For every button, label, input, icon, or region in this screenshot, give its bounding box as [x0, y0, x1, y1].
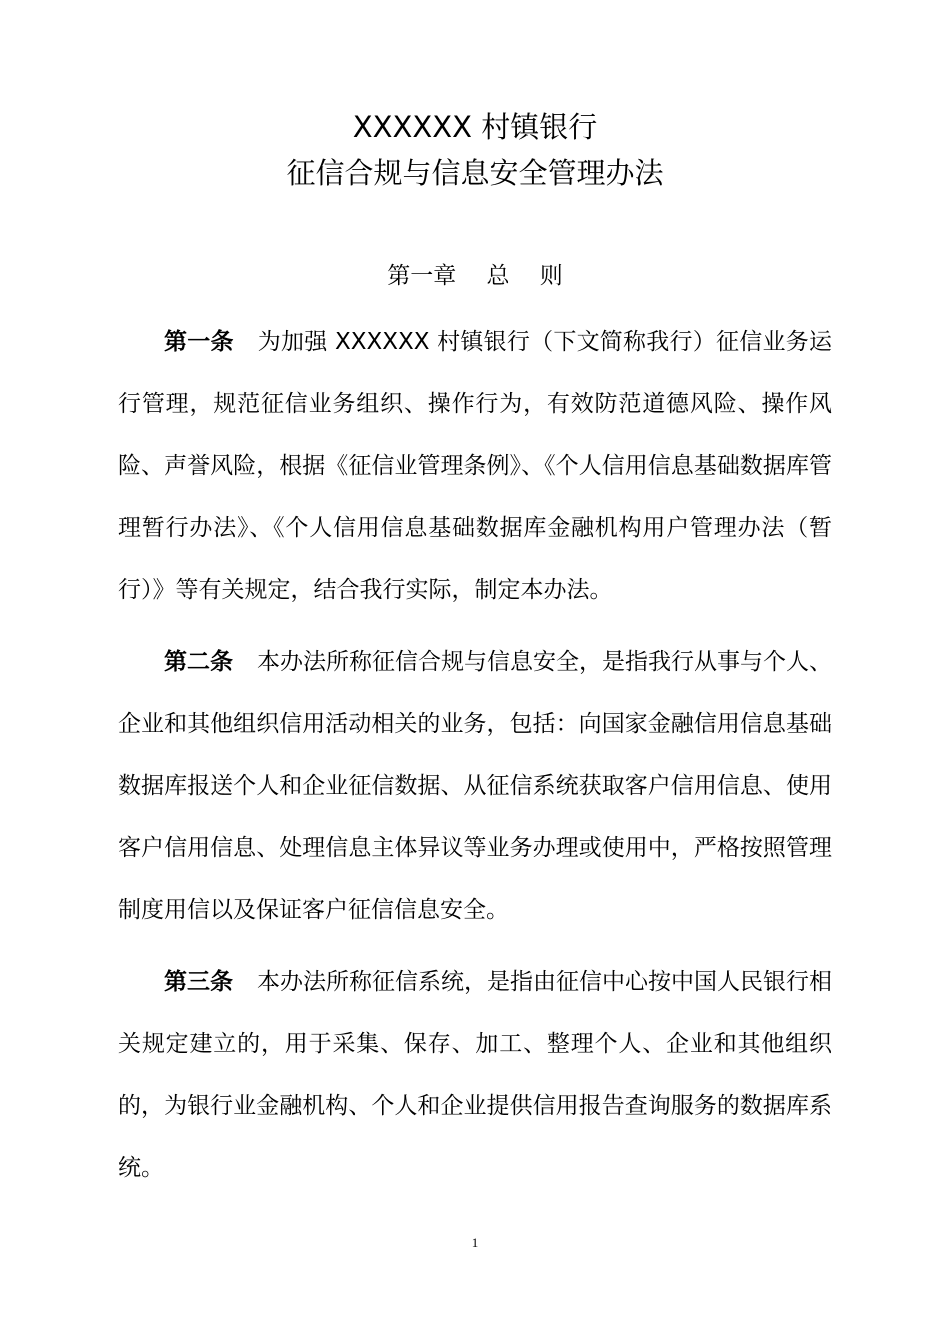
article-3: [118, 951, 832, 1199]
chapter-heading: 第一章 总 则: [387, 263, 563, 289]
document-title-line2: 征信合规与信息安全管理办法: [286, 156, 664, 190]
article-2-text: 本办法所称征信合规与信息安全，是指我行从事与个人、企业和其他组织信用活动相关的业务，包括：向国家金融信用信息基础数据库报送个人和企业征信数据、从征信系统获取客户信用信息、使用客户信用信息、处理信息主体异议等业务办理或使用中，严格按照管理制度用信以及保证客户征信信息安全。: [118, 649, 832, 923]
article-3-label: 第三条: [164, 969, 233, 995]
article-1-label: 第一条: [164, 329, 234, 355]
article-3-text: 本办法所称征信系统，是指由征信中心按中国人民银行相关规定建立的，用于采集、保存、加工、整理个人、企业和其他组织的，为银行业金融机构、个人和企业提供信用报告查询服务的数据库系统。: [118, 969, 832, 1181]
article-2: [118, 631, 832, 941]
page-number: 1: [471, 1235, 479, 1250]
document-title-line1: XXXXXX 村镇银行: [352, 110, 598, 144]
article-1-text: 为加强 XXXXXX 村镇银行（下文简称我行）征信业务运行管理，规范征信业务组织、操作行为，有效防范道德风险、操作风险、声誉风险，根据《征信业管理条例》、《个人信用信息基础数据库管理暂行办法》、《个人信用信息基础数据库金融机构用户管理办法（暂行）》等有关规定，结合我行实际，制定本办法。: [118, 329, 832, 603]
article-1: [118, 311, 832, 621]
article-2-label: 第二条: [164, 649, 233, 675]
